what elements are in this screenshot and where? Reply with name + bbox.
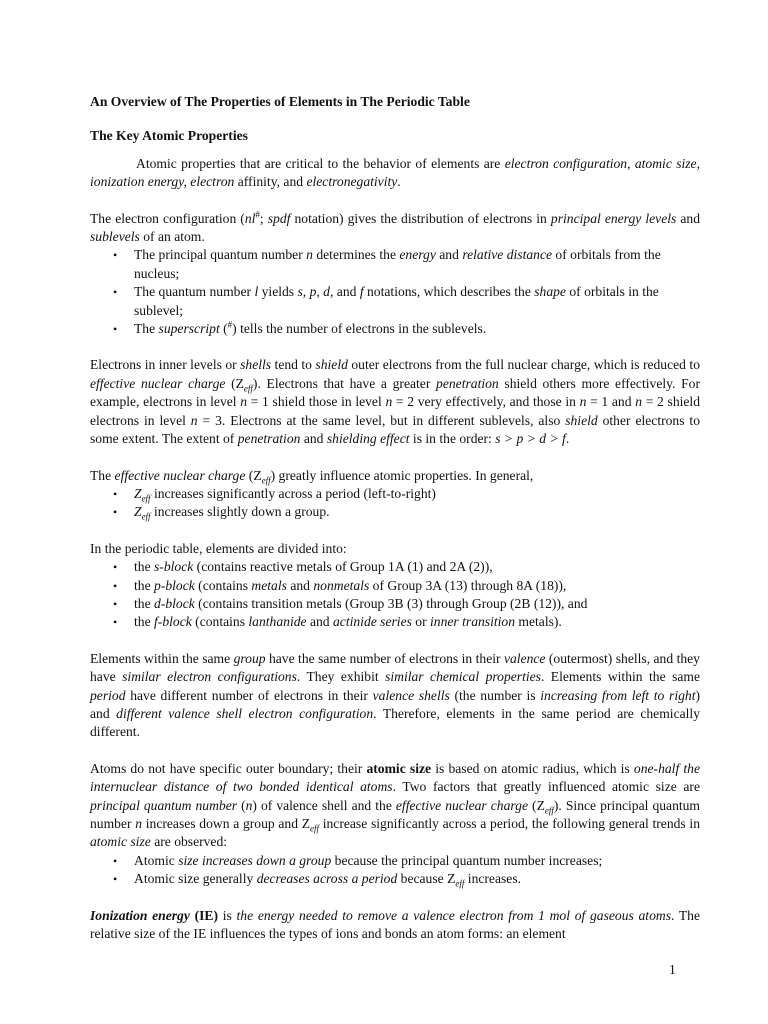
text-run: n (190, 412, 198, 428)
text-run: actinide series (333, 614, 412, 630)
text-run: energy (399, 247, 436, 263)
text-run: spdf (267, 210, 291, 226)
page-number: 1 (669, 962, 676, 977)
text-run: shield (315, 357, 348, 373)
text-run: one-half the internuclear distance of two bonded identical atoms (90, 760, 701, 795)
text-run: l (254, 284, 259, 300)
text-run: sublevels (90, 229, 140, 245)
text-run: nonmetals (313, 577, 370, 593)
text-run: determines the (312, 247, 400, 263)
paragraph (90, 210, 700, 247)
text-run: . The relative size of the IE influences the types of ions and bonds an atom forms: an element (90, 907, 700, 942)
text-run: of orbitals in the sublevel; (134, 284, 659, 318)
text-run: is based on atomic radius, which is (431, 760, 634, 776)
text-run: n (245, 797, 253, 813)
text-run: n (135, 816, 143, 831)
text-run: of Group 3A (13) through 8A (18)), (369, 577, 567, 593)
text-run: s > p > d > f (495, 431, 566, 447)
document-content (90, 93, 700, 961)
section-heading: The Key Atomic Properties (90, 128, 248, 144)
document-title: An Overview of The Properties of Elements in The Periodic Table (90, 94, 470, 109)
text-run: (Z (245, 467, 262, 483)
bullet-list (90, 558, 700, 632)
text-run: increasing from left to right (540, 687, 696, 703)
text-run: = 1 and (586, 394, 636, 410)
text-run: or (411, 614, 431, 630)
text-run: outer electrons from the full nuclear charge, which is reduced to (347, 357, 700, 373)
text-run: (contains reactive metals of Group 1A (1) and 2A (2)), (193, 559, 493, 575)
text-run: Electrons in inner levels or (90, 357, 241, 373)
text-run: ) of valence shell and the (252, 797, 396, 813)
list-item (134, 852, 700, 870)
text-run: atomic size (366, 760, 432, 776)
text-run: increase significantly across a period, the following general trends in (319, 816, 700, 831)
text-run: decreases across a period (256, 871, 398, 887)
text-run: the energy needed to remove a valence electron from 1 mol of gaseous atoms (236, 907, 671, 923)
text-run: shape (534, 284, 566, 300)
text-run: electronegativity (306, 174, 398, 190)
text-run: shield (565, 412, 598, 428)
text-run: eff (141, 493, 151, 504)
paragraph (90, 356, 700, 448)
text-run: lanthanide (248, 614, 307, 630)
text-run: . (397, 174, 401, 190)
bullet-list (90, 246, 700, 338)
text-run: The quantum number (134, 284, 255, 300)
text-run: shielding effect (326, 431, 410, 447)
paragraph (90, 760, 700, 852)
text-run: eff (310, 823, 320, 834)
text-run: nl (244, 210, 256, 226)
list-item (134, 320, 700, 338)
text-run: ) tells the number of electrons in the sublevels. (232, 321, 487, 337)
text-run: group (233, 650, 266, 666)
paragraph (90, 540, 700, 558)
list-item (134, 870, 700, 888)
text-run: electron configuration, atomic size, ionization energy, electron (90, 155, 700, 190)
paragraph (90, 467, 700, 485)
text-run: increases significantly across a period (left-to-right) (150, 485, 436, 501)
text-run: . They exhibit (296, 669, 386, 685)
text-run: superscript (158, 321, 220, 337)
text-run: f (359, 284, 364, 300)
text-run: The (90, 467, 115, 483)
text-run: inner transition (430, 614, 515, 630)
text-run: (outermost) shells, and they have (90, 650, 700, 685)
list-item (134, 558, 700, 576)
text-run: similar electron configurations (122, 669, 297, 685)
text-run: affinity, and (234, 174, 307, 190)
text-run: (contains (194, 577, 252, 593)
text-run: yields (258, 284, 298, 300)
text-run: eff (455, 878, 465, 889)
text-run: # (227, 319, 233, 330)
text-run: = 1 shield those in level (247, 394, 386, 410)
text-run: and (435, 247, 463, 263)
text-run: the (134, 614, 155, 630)
text-run: In the periodic table, elements are divided into: (90, 540, 347, 556)
text-run: shells (240, 357, 272, 373)
text-run: other electrons to some extent. The extent of (90, 412, 700, 447)
text-run: . Elements within the same (540, 669, 701, 685)
text-run: the (134, 577, 155, 593)
text-run: eff (141, 512, 151, 523)
text-run: notation) gives the distribution of electrons in (290, 210, 551, 226)
text-run: and (300, 431, 327, 447)
text-run: because Z (397, 871, 456, 887)
text-run: increases slightly down a group. (150, 504, 330, 520)
text-run: ; (259, 210, 268, 226)
text-run: n (635, 394, 643, 410)
paragraph (90, 155, 700, 192)
list-item (134, 246, 700, 283)
text-run: relative distance (462, 247, 553, 263)
text-run: n (240, 394, 248, 410)
text-run: tend to (271, 357, 316, 373)
text-run: principal quantum number (90, 797, 238, 813)
text-run: (Z (225, 375, 244, 391)
text-run: n (385, 394, 393, 410)
text-run: different valence shell electron configuration (116, 705, 374, 721)
text-run: The (134, 321, 159, 337)
text-run: and (286, 577, 314, 593)
text-run: n (579, 394, 587, 410)
text-run: n (306, 247, 313, 263)
paragraph (90, 650, 700, 742)
text-run: ) and (90, 687, 701, 721)
text-run: . Therefore, elements in the same period are chemically different. (90, 705, 700, 740)
document-body (90, 155, 700, 944)
text-run: valence (503, 650, 546, 666)
text-run: metals (251, 577, 287, 593)
text-run: = 3. Electrons at the same level, but in different sublevels, also (197, 412, 566, 428)
text-run: of orbitals from the nucleus; (134, 247, 661, 281)
text-run: = 2 very effectively, and those in (392, 394, 580, 410)
text-run: = 2 shield electrons in level (90, 394, 700, 428)
text-run: shield others more effectively. For example, electrons in level (90, 375, 700, 410)
text-run: Atomic properties that are critical to the behavior of elements are (136, 155, 505, 171)
text-run: and (333, 284, 360, 300)
text-run: have the same number of electrons in their (265, 650, 504, 666)
text-run: principal energy levels (550, 210, 677, 226)
list-item (134, 485, 700, 503)
text-run: are observed: (150, 834, 228, 850)
text-run: Atomic size generally (134, 871, 257, 887)
text-run: increases down a group and Z (142, 816, 311, 831)
text-run: The principal quantum number (134, 247, 307, 263)
text-run: effective nuclear charge (395, 797, 529, 813)
text-run: have different number of electrons in their (125, 687, 373, 703)
text-run: d-block (154, 595, 195, 611)
text-run: ). Since principal quantum number (90, 797, 701, 831)
text-run: effective nuclear charge (90, 375, 226, 391)
text-run: (Z (528, 797, 545, 813)
text-run: atomic size (90, 834, 151, 850)
text-run: of an atom. (139, 229, 205, 245)
text-run: metals). (515, 614, 562, 630)
text-run: Atomic (134, 852, 179, 868)
list-item (134, 503, 700, 521)
text-run: because the principal quantum number increases; (331, 852, 603, 868)
bullet-list (90, 485, 700, 522)
text-run: Elements within the same (90, 650, 234, 666)
text-run: and (306, 614, 333, 630)
text-run: Z (134, 485, 142, 501)
list-item (134, 595, 700, 613)
text-run: The electron configuration ( (90, 210, 245, 226)
text-run: ). Electrons that have a greater (252, 375, 437, 391)
text-run: (the number is (449, 687, 541, 703)
text-run: is in the order: (409, 431, 496, 447)
text-run: and (676, 210, 700, 226)
list-item (134, 613, 700, 631)
text-run: the (134, 595, 155, 611)
text-run: # (255, 209, 260, 220)
text-run: valence shells (372, 687, 450, 703)
text-run: effective nuclear charge (114, 467, 246, 483)
text-run: increases. (464, 871, 522, 887)
text-run: eff (243, 383, 253, 394)
text-run: Ionization energy (90, 907, 190, 923)
text-run: (contains transition metals (Group 3B (3) through Group (2B (12)), and (194, 595, 588, 611)
text-run: size increases down a group (178, 852, 332, 868)
text-run: . Two factors that greatly influenced atomic size are (392, 779, 700, 795)
bullet-list (90, 852, 700, 889)
text-run: s, p, d, (297, 284, 334, 300)
text-run: (contains (191, 614, 249, 630)
text-run: is (218, 907, 237, 923)
text-run: the (134, 559, 155, 575)
list-item (134, 283, 700, 320)
text-run: . (565, 431, 570, 447)
text-run: period (90, 687, 126, 703)
text-run: (IE) (189, 907, 219, 923)
text-run: s-block (154, 559, 194, 575)
text-run: notations, which describes the (363, 284, 535, 300)
text-run: f-block (154, 614, 192, 630)
text-run: ( (219, 321, 228, 337)
text-run: Atoms do not have specific outer boundary; their (90, 760, 367, 776)
text-run: penetration (436, 375, 499, 391)
text-run: p-block (154, 577, 195, 593)
text-run: eff (261, 475, 271, 486)
text-run: eff (544, 805, 554, 816)
text-run: penetration (237, 431, 301, 447)
text-run: Z (134, 504, 142, 520)
text-run: ( (237, 797, 246, 813)
text-run: similar chemical properties (385, 669, 541, 685)
text-run: ) greatly influence atomic properties. In general, (270, 467, 534, 483)
list-item (134, 577, 700, 595)
paragraph (90, 907, 700, 944)
